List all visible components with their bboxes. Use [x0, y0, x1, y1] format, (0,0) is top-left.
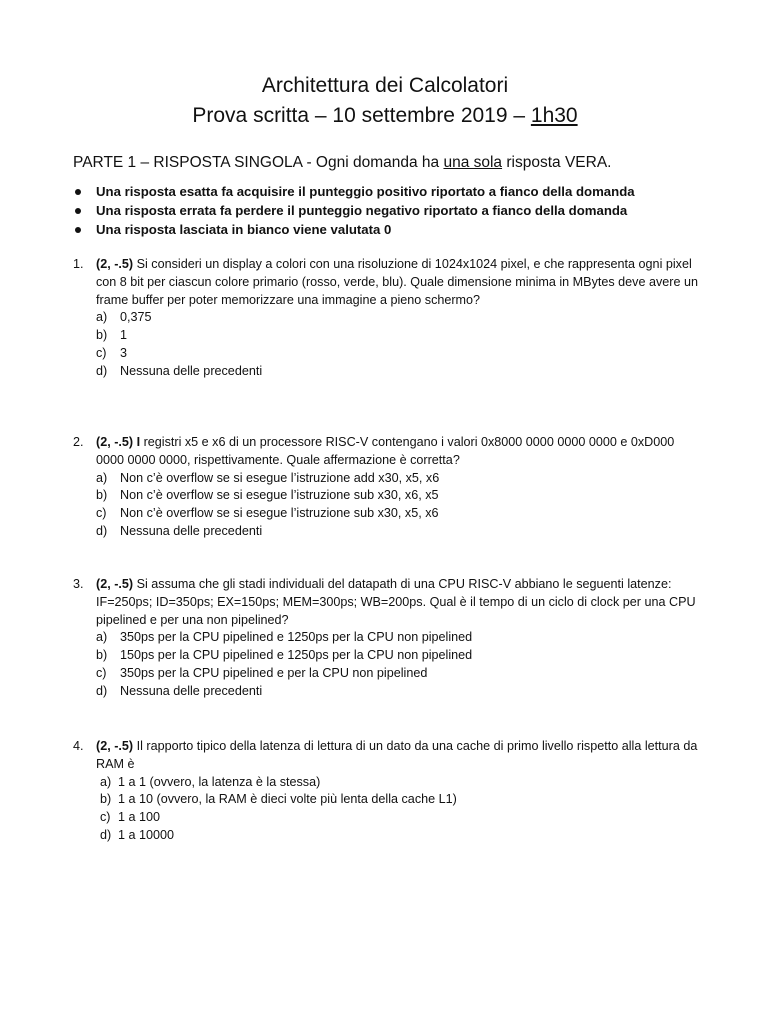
question-points: (2, -.5) — [96, 739, 134, 753]
answer-options — [96, 629, 698, 700]
option-text: 1 a 100 — [118, 810, 161, 825]
option-letter: a) — [100, 774, 112, 789]
option-letter: a) — [96, 630, 108, 645]
question-number: 4. — [73, 739, 84, 753]
question-points: (2, -.5) — [96, 257, 134, 271]
option-text: Non c’è overflow se si esegue l’istruzione sub x30, x5, x6 — [120, 506, 439, 521]
question-body — [96, 738, 698, 845]
question-text: Il rapporto tipico della latenza di lettura di un dato da una cache di primo livello rispetto alla lettura da RAM è — [96, 739, 698, 771]
question-body — [96, 576, 698, 701]
course-title: Architettura dei Calcolatori — [261, 74, 509, 97]
answer-option — [96, 629, 698, 647]
option-letter: a) — [96, 470, 108, 485]
option-text: 350ps per la CPU pipelined e 1250ps per la CPU non pipelined — [120, 630, 473, 645]
option-text: 1 a 10 (ovvero, la RAM è dieci volte più lenta della cache L1) — [118, 792, 457, 807]
question-text: Si consideri un display a colori con una risoluzione di 1024x1024 pixel, e che rappresenta ogni pixel con 8 bit per ciascun colore primario (rosso, verde, blu). Quale dimensione minima in MBytes deve avere un frame buffer per poter memorizzare una immagine a pieno schermo? — [96, 257, 698, 307]
option-letter: d) — [96, 523, 108, 538]
answer-option — [96, 523, 698, 541]
scoring-rule — [73, 220, 733, 239]
option-letter: b) — [96, 328, 108, 343]
answer-option — [96, 791, 698, 809]
option-letter: a) — [96, 310, 108, 325]
answer-option — [96, 309, 698, 327]
option-text: 350ps per la CPU pipelined e per la CPU non pipelined — [120, 665, 428, 680]
option-text: 150ps per la CPU pipelined e 1250ps per la CPU non pipelined — [120, 648, 473, 663]
scoring-rule-text: Una risposta errata fa perdere il punteggio negativo riportato a fianco della domanda — [96, 203, 628, 218]
part-heading-prefix: PARTE 1 – RISPOSTA SINGOLA - Ogni domanda ha — [73, 154, 444, 171]
scoring-rules — [73, 182, 733, 239]
exam-duration: 1h30 — [530, 104, 578, 127]
question-points: (2, -.5) — [96, 577, 134, 591]
answer-option — [96, 470, 698, 488]
exam-date-text: Prova scritta – 10 settembre 2019 – — [192, 104, 531, 127]
option-letter: b) — [96, 488, 108, 503]
option-letter: c) — [96, 506, 107, 521]
question-1 — [73, 256, 698, 381]
option-text: 1 a 10000 — [118, 827, 175, 842]
answer-option — [96, 363, 698, 381]
answer-option — [96, 774, 698, 792]
option-letter: c) — [100, 810, 111, 825]
answer-option — [96, 505, 698, 523]
question-4 — [73, 738, 698, 845]
option-letter: b) — [100, 792, 112, 807]
option-text: 1 a 1 (ovvero, la latenza è la stessa) — [118, 774, 321, 789]
answer-option — [96, 665, 698, 683]
question-body — [96, 256, 698, 381]
option-letter: b) — [96, 648, 108, 663]
answer-option — [96, 327, 698, 345]
answer-option — [96, 827, 698, 845]
part-heading-suffix: risposta VERA. — [502, 154, 612, 171]
option-letter: c) — [96, 665, 107, 680]
option-text: Nessuna delle precedenti — [120, 683, 263, 698]
option-text: 0,375 — [120, 310, 152, 325]
answer-option — [96, 683, 698, 701]
question-body — [96, 434, 698, 541]
option-text: 3 — [120, 345, 128, 360]
bullet-icon — [75, 189, 81, 195]
question-number: 3. — [73, 577, 84, 591]
question-number: 1. — [73, 257, 84, 271]
option-text: Nessuna delle precedenti — [120, 363, 263, 378]
question-number: 2. — [73, 435, 84, 449]
option-letter: d) — [96, 363, 108, 378]
scoring-rule-text: Una risposta esatta fa acquisire il punteggio positivo riportato a fianco della domanda — [96, 184, 635, 199]
answer-options — [96, 309, 698, 380]
option-text: Nessuna delle precedenti — [120, 523, 263, 538]
answer-options — [96, 774, 698, 845]
exam-subtitle — [0, 103, 770, 129]
question-2 — [73, 434, 698, 541]
scoring-rule-text: Una risposta lasciata in bianco viene valutata 0 — [96, 222, 392, 237]
answer-option — [96, 487, 698, 505]
option-text: Non c’è overflow se si esegue l’istruzione add x30, x5, x6 — [120, 470, 440, 485]
answer-option — [96, 647, 698, 665]
bullet-icon — [75, 227, 81, 233]
answer-options — [96, 470, 698, 541]
question-text: registri x5 e x6 di un processore RISC-V contengano i valori 0x8000 0000 0000 0000 e 0xD000 0000 0000 0000, rispettivamente. Quale affermazione è corretta? — [96, 435, 675, 467]
question-points: (2, -.5) I — [96, 435, 141, 449]
question-text: Si assuma che gli stadi individuali del datapath di una CPU RISC-V abbiano le seguenti latenze: IF=250ps; ID=350ps; EX=150ps; MEM=300ps; WB=200ps. Qual è il tempo di un ciclo di clock per una CPU pipelined e per una non pipelined? — [96, 577, 696, 627]
answer-option — [96, 809, 698, 827]
option-text: 1 — [120, 328, 128, 343]
option-letter: d) — [96, 683, 108, 698]
scoring-rule — [73, 201, 733, 220]
part-heading-emphasis: una sola — [443, 154, 503, 171]
part-heading — [73, 153, 733, 173]
option-text: Non c’è overflow se si esegue l’istruzione sub x30, x6, x5 — [120, 488, 439, 503]
scoring-rule — [73, 182, 733, 201]
answer-option — [96, 345, 698, 363]
option-letter: d) — [100, 827, 112, 842]
option-letter: c) — [96, 345, 107, 360]
question-3 — [73, 576, 698, 701]
bullet-icon — [75, 208, 81, 214]
